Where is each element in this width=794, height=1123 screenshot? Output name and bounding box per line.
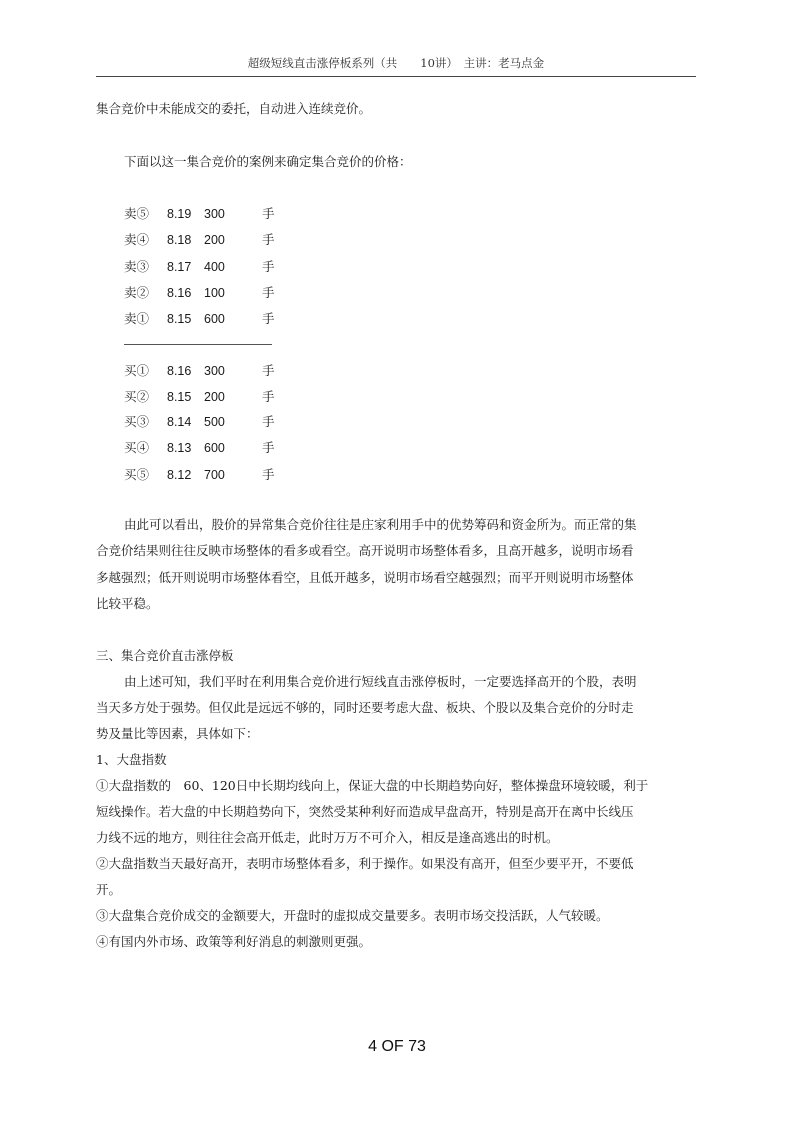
order-volume: 300 (204, 364, 225, 378)
order-unit: 手 (262, 389, 275, 404)
order-label: 买④ (124, 440, 150, 455)
order-label: 买② (124, 389, 150, 404)
order-label: 卖② (124, 285, 150, 300)
order-price: 8.19 (167, 207, 192, 221)
order-volume: 500 (204, 415, 225, 429)
analysis-line-4: 比较平稳。 (96, 596, 159, 611)
section-heading: 三、集合竞价直击涨停板 (96, 648, 234, 663)
order-unit: 手 (262, 440, 275, 455)
order-label: 卖⑤ (124, 206, 150, 221)
point-line-5: 开。 (96, 882, 122, 897)
order-unit: 手 (262, 285, 275, 300)
page-number: 4 OF 73 (368, 1038, 426, 1055)
order-label: 买⑤ (124, 467, 150, 482)
order-unit: 手 (262, 206, 275, 221)
order-volume: 300 (204, 207, 225, 221)
order-unit: 手 (262, 467, 275, 482)
section-intro-line-3: 势及量比等因素，具体如下： (96, 726, 259, 741)
order-volume: 600 (204, 312, 225, 326)
point-line-7: ④有国内外市场、政策等利好消息的刺激则更强。 (96, 934, 372, 949)
order-price: 8.14 (167, 415, 192, 429)
order-price: 8.13 (167, 441, 192, 455)
order-book-divider (124, 344, 272, 345)
point-line-2: 短线操作。若大盘的中长期趋势向下，突然受某种利好而造成早盘高开，特别是高开在离中长线压 (96, 804, 634, 819)
point-line-1: ①大盘指数的 60、120日中长期均线向上，保证大盘的中长期趋势向好，整体操盘环境较暖，利于 (96, 778, 649, 793)
order-label: 卖④ (124, 232, 150, 247)
analysis-line-1: 由此可以看出，股价的异常集合竞价往往是庄家利用手中的优势筹码和资金所为。而正常的集 (124, 517, 637, 532)
order-volume: 100 (204, 286, 225, 300)
order-label: 买① (124, 363, 150, 378)
intro-line-2: 下面以这一集合竞价的案例来确定集合竞价的价格： (124, 154, 412, 169)
subheading: 1、大盘指数 (96, 752, 167, 767)
order-price: 8.15 (167, 312, 192, 326)
point-line-3: 力线不远的地方，则往往会高开低走，此时万万不可介入，相反是逢高逃出的时机。 (96, 830, 559, 845)
order-price: 8.15 (167, 390, 192, 404)
order-volume: 600 (204, 441, 225, 455)
order-unit: 手 (262, 414, 275, 429)
order-label: 卖① (124, 311, 150, 326)
order-price: 8.16 (167, 286, 192, 300)
order-price: 8.16 (167, 364, 192, 378)
header-divider (96, 76, 696, 77)
order-volume: 400 (204, 260, 225, 274)
order-label: 卖③ (124, 259, 150, 274)
section-intro-line-2: 当天多方处于强势。但仅此是远远不够的，同时还要考虑大盘、板块、个股以及集合竞价的分时走 (96, 700, 634, 715)
point-line-4: ②大盘指数当天最好高开，表明市场整体看多，利于操作。如果没有高开，但至少要平开，不要低 (96, 856, 634, 871)
order-price: 8.17 (167, 260, 192, 274)
order-unit: 手 (262, 311, 275, 326)
order-volume: 200 (204, 390, 225, 404)
order-price: 8.12 (167, 468, 192, 482)
section-intro-line-1: 由上述可知，我们平时在利用集合竞价进行短线直击涨停板时，一定要选择高开的个股，表明 (124, 674, 637, 689)
analysis-line-3: 多越强烈；低开则说明市场整体看空，且低开越多，说明市场看空越强烈；而平开则说明市场整体 (96, 570, 634, 585)
order-unit: 手 (262, 232, 275, 247)
page-header: 超级短线直击涨停板系列（共 10讲） 主讲：老马点金 (247, 56, 545, 70)
order-volume: 700 (204, 468, 225, 482)
order-volume: 200 (204, 233, 225, 247)
order-unit: 手 (262, 363, 275, 378)
order-unit: 手 (262, 259, 275, 274)
intro-line-1: 集合竞价中未能成交的委托，自动进入连续竞价。 (96, 101, 372, 116)
analysis-line-2: 合竞价结果则往往反映市场整体的看多或看空。高开说明市场整体看多，且高开越多，说明市场看 (96, 543, 634, 558)
order-label: 买③ (124, 414, 150, 429)
point-line-6: ③大盘集合竞价成交的金额要大，开盘时的虚拟成交量要多。表明市场交投活跃，人气较暖。 (96, 908, 609, 923)
order-price: 8.18 (167, 233, 192, 247)
